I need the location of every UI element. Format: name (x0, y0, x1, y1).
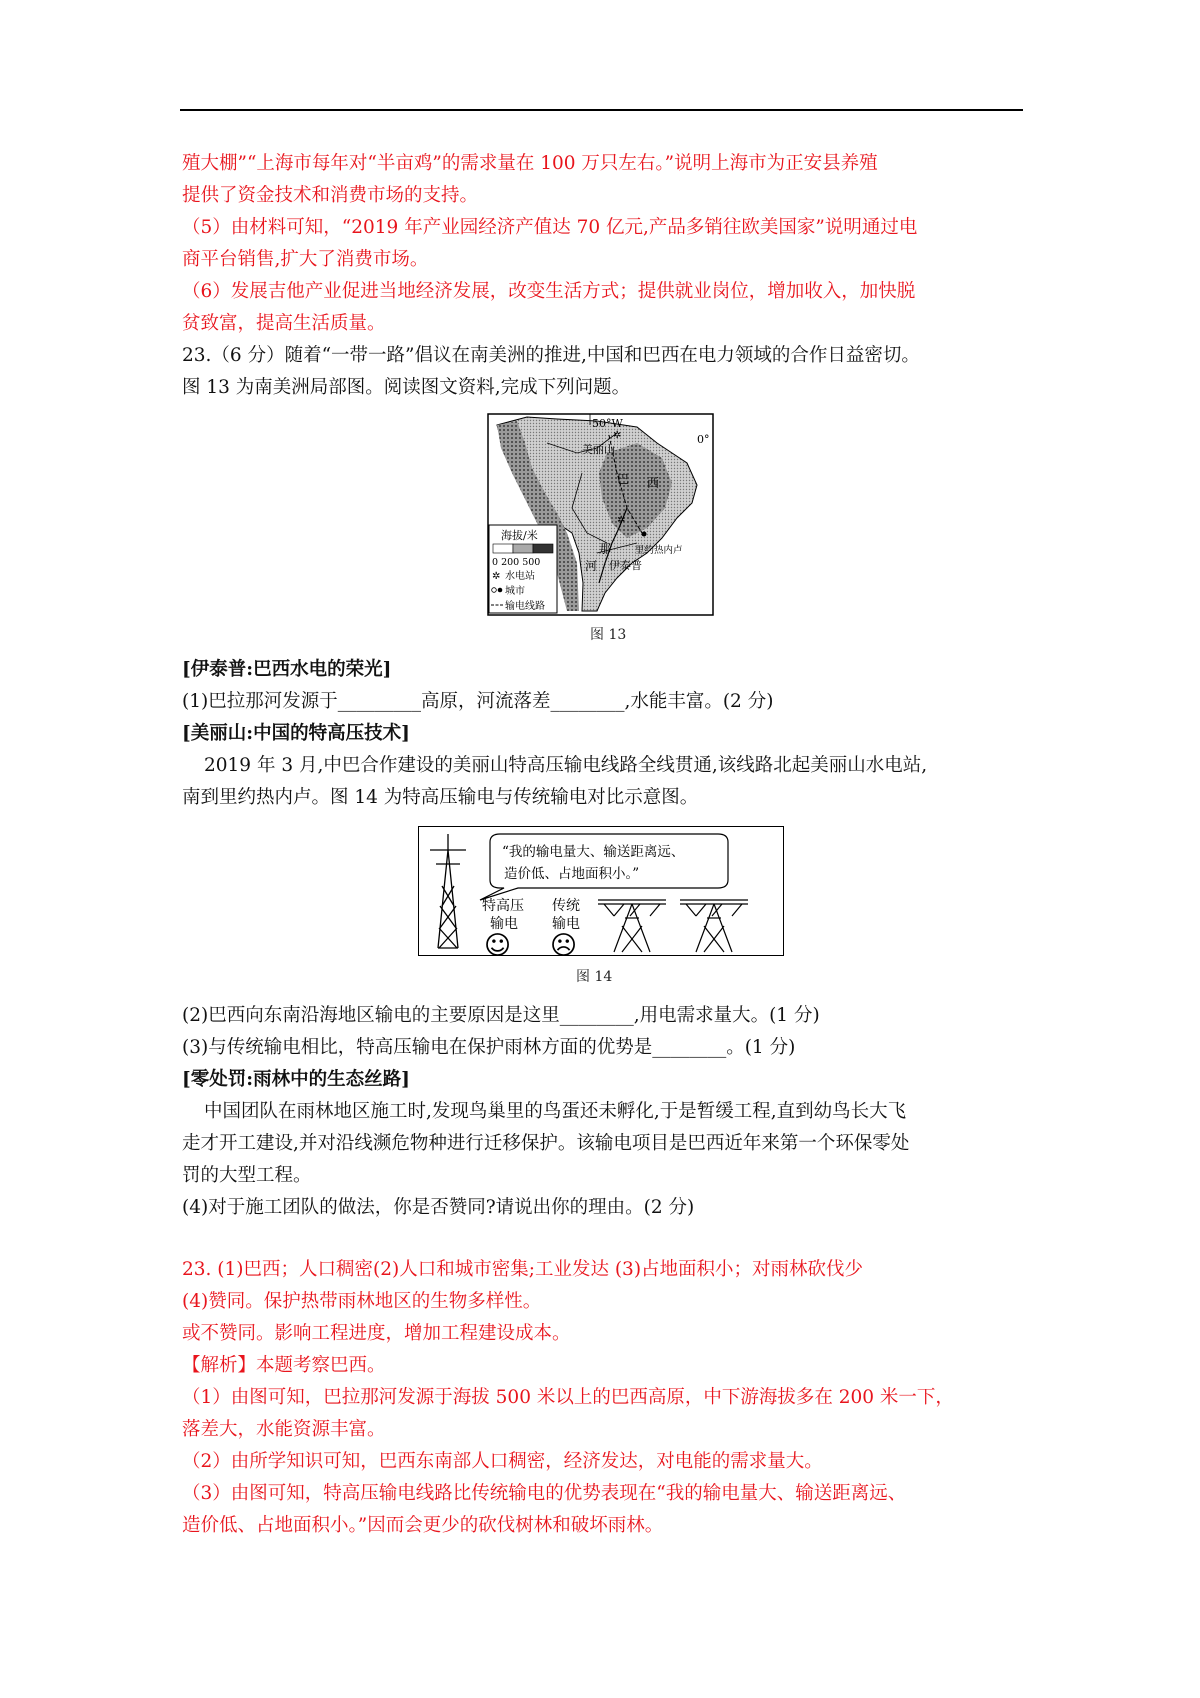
answer-text-line: 造价低、占地面积小。”因而会更少的砍伐树林和破坏雨林。 (182, 1515, 664, 1536)
hydro-station-icon: ✲ (492, 571, 501, 582)
answer-text-line: 或不赞同。影响工程进度，增加工程建设成本。 (182, 1323, 571, 1344)
paragraph-line: 南到里约热内卢。图 14 为特高压输电与传统输电对比示意图。 (182, 787, 699, 808)
question-stem: 23.（6 分）随着“一带一路”倡议在南美洲的推进,中国和巴西在电力领域的合作日益密切。 (182, 345, 920, 366)
label-xi: 西 (647, 476, 660, 490)
label-itaipu: 伊泰普 (609, 559, 642, 572)
label-meilishan: 美丽山 (582, 443, 615, 456)
section-title-meilishan: [美丽山:中国的特高压技术] (182, 723, 410, 744)
answer-text-line: (4)赞同。保护热带雨林地区的生物多样性。 (182, 1291, 542, 1312)
question-1: (1)巴拉那河发源于_________高原，河流落差________,水能丰富。(2 分) (182, 691, 774, 712)
longitude-label: 50°W (592, 417, 623, 430)
answer-text-line: 23. (1)巴西；人口稠密(2)人口和城市密集;工业发达 (3)占地面积小；对雨林砍伐少 (182, 1259, 864, 1280)
hydro-station-icon: ✲ (617, 515, 626, 526)
section-title-itaipu: [伊泰普:巴西水电的荣光] (182, 659, 392, 680)
answer-text-line: （1）由图可知，巴拉那河发源于海拔 500 米以上的巴西高原，中下游海拔多在 200 米一下， (182, 1387, 954, 1408)
answer-text-line: 提供了资金技术和消费市场的支持。 (182, 185, 479, 206)
label-he: 河 (585, 559, 598, 573)
latitude-label: 0° (697, 433, 710, 446)
answer-text-line: （6）发展吉他产业促进当地经济发展，改变生活方式；提供就业岗位，增加收入，加快脱 (182, 281, 916, 302)
legend-title: 海拔/米 (501, 529, 538, 542)
bubble-line-2: 造价低、占地面积小。” (504, 866, 640, 882)
figure-13-caption: 图 13 (590, 627, 627, 643)
paragraph-line: 走才开工建设,并对沿线濒危物种进行迁移保护。该输电项目是巴西近年来第一个环保零处 (182, 1133, 910, 1154)
answer-text-line: （3）由图可知，特高压输电线路比传统输电的优势表现在“我的输电量大、输送距离远、 (182, 1483, 907, 1504)
legend-hydro: 水电站 (505, 571, 535, 582)
label-na: 那 (599, 542, 612, 556)
happy-face-icon: ☺ (484, 931, 512, 956)
traditional-label: 输电 (552, 916, 580, 932)
answer-text-line: （2）由所学知识可知，巴西东南部人口稠密，经济发达，对电能的需求量大。 (182, 1451, 823, 1472)
header-rule (180, 109, 1023, 111)
question-3: (3)与传统输电相比，特高压输电在保护雨林方面的优势是________。(1 分) (182, 1037, 796, 1058)
answer-text-line: 贫致富，提高生活质量。 (182, 313, 386, 334)
section-title-zero-penalty: [零处罚:雨林中的生态丝路] (182, 1069, 410, 1090)
question-2: (2)巴西向东南沿海地区输电的主要原因是这里________,用电需求量大。(1 分) (182, 1005, 820, 1026)
legend-city: 城市 (505, 586, 525, 597)
figure-13-map (487, 413, 714, 616)
legend-line: 输电线路 (505, 601, 545, 612)
uhv-label: 输电 (490, 916, 518, 932)
label-ba: 巴 (617, 472, 630, 486)
capital-icon (498, 588, 503, 593)
sad-face-icon: ☹ (550, 931, 578, 956)
paragraph-line: 中国团队在雨林地区施工时,发现鸟巢里的鸟蛋还未孵化,于是暂缓工程,直到幼鸟长大飞 (204, 1101, 907, 1122)
answer-text-line: 落差大，水能资源丰富。 (182, 1419, 386, 1440)
hydro-station-icon: ✲ (613, 430, 622, 441)
question-stem: 图 13 为南美洲局部图。阅读图文资料,完成下列问题。 (182, 377, 631, 398)
paragraph-line: 罚的大型工程。 (182, 1165, 312, 1186)
answer-text-line: （5）由材料可知，“2019 年产业园经济产值达 70 亿元,产品多销往欧美国家”说明通过电 (182, 217, 918, 238)
answer-text-line: 殖大棚”“上海市每年对“半亩鸡”的需求量在 100 万只左右。”说明上海市为正安县养殖 (182, 153, 878, 174)
figure-14-diagram (418, 826, 784, 956)
uhv-label: 特高压 (482, 898, 524, 914)
answer-text-line: 商平台销售,扩大了消费市场。 (182, 249, 429, 270)
traditional-label: 传统 (552, 898, 580, 914)
legend-scale: 0 200 500 (492, 557, 541, 568)
question-4: (4)对于施工团队的做法，你是否赞同?请说出你的理由。(2 分) (182, 1197, 695, 1218)
city-icon (642, 532, 647, 537)
analysis-heading: 【解析】本题考察巴西。 (182, 1355, 386, 1376)
figure-14-caption: 图 14 (576, 969, 613, 985)
paragraph-line: 2019 年 3 月,中巴合作建设的美丽山特高压输电线路全线贯通,该线路北起美丽山水电站, (204, 755, 928, 776)
label-rio: 里约热内卢 (635, 545, 683, 556)
bubble-line-1: “我的输电量大、输送距离远、 (502, 844, 685, 860)
